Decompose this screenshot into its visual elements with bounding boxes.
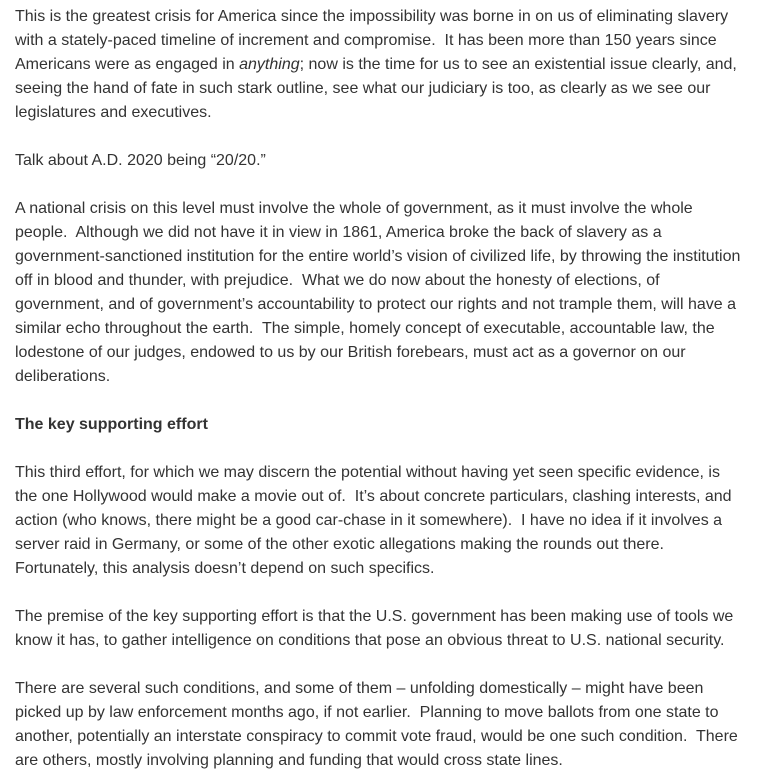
paragraph-2020: Talk about A.D. 2020 being “20/20.” [15, 152, 266, 169]
paragraph-crisis-emphasis: anything [239, 56, 300, 73]
paragraph-national-crisis: A national crisis on this level must involve the whole of government, as it must involve the whole people. Although we did not have it in view in 1861, America broke the back of slavery as a government-sanctioned institution for the entire world’s vision of civilized life, by throwing the institution off in blood and thunder, with prejudice. What we do now about the honesty of elections, of government, and of government’s accountability to protect our rights and not trample them, will have a similar echo throughout the earth. The simple, homely concept of executable, accountable law, the lodestone of our judges, endowed to us by our British forebears, must act as a governor on our deliberations. [15, 200, 745, 385]
paragraph-third-effort: This third effort, for which we may discern the potential without having yet seen specific evidence, is the one Hollywood would make a movie out of. It’s about concrete particulars, clashing interests, and action (who knows, there might be a good car-chase in it somewhere). I have no idea if it involves a server raid in Germany, or some of the other exotic allegations making the rounds out there. Fortunately, this analysis doesn’t depend on such specifics. [15, 464, 736, 577]
paragraph-crisis [15, 5, 746, 125]
paragraph-premise: The premise of the key supporting effort is that the U.S. government has been making use of tools we know it has, to gather intelligence on conditions that pose an obvious threat to U.S. national security. [15, 608, 738, 649]
section-heading: The key supporting effort [15, 416, 208, 433]
paragraph-crisis-text-end: ; now is the time for us to see an existential issue clearly, and, seeing the hand of fate in such stark outline, see what our judiciary is too, as clearly as we see our legislatures and executives. [15, 56, 742, 121]
paragraph-crisis-text-start: This is the greatest crisis for America since the impossibility was borne in on us of eliminating slavery with a stately-paced timeline of increment and compromise. It has been more than 150 years since Americans were as engaged in [15, 8, 733, 73]
paragraph-conditions: There are several such conditions, and some of them – unfolding domestically – might have been picked up by law enforcement months ago, if not earlier. Planning to move ballots from one state to another, potentially an interstate conspiracy to commit vote fraud, would be one such condition. There are others, mostly involving planning and funding that would cross state lines. [15, 680, 743, 769]
